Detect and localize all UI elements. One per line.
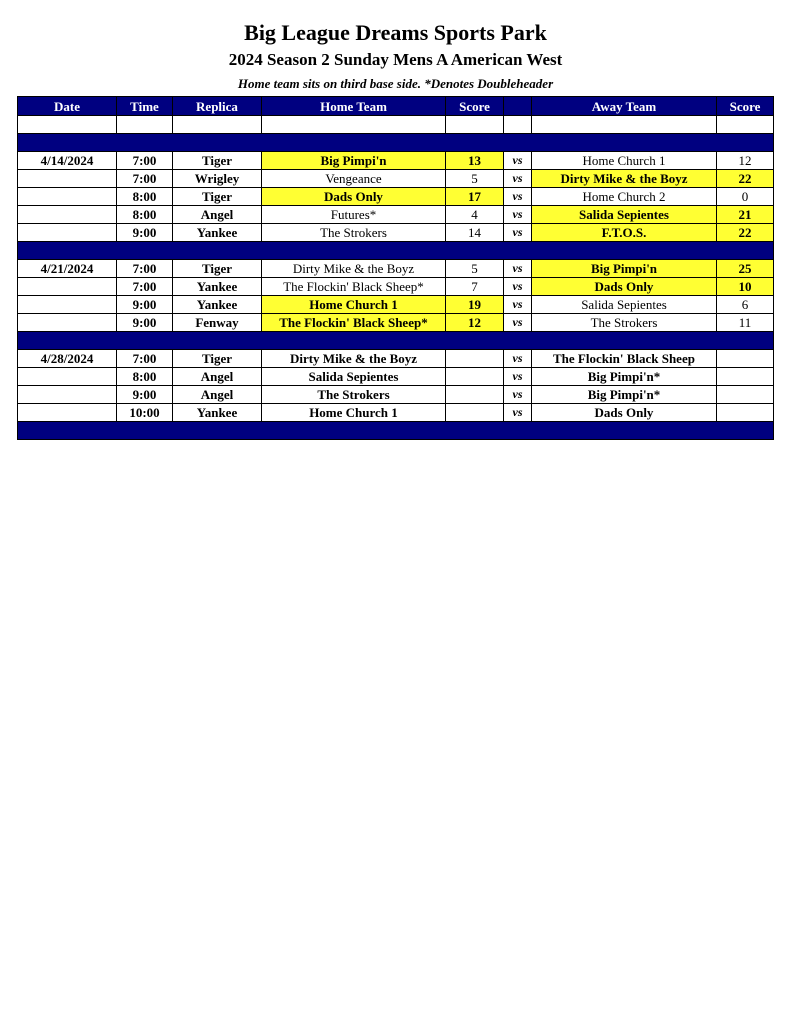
game-replica-field: Tiger bbox=[173, 260, 262, 278]
home-score: 14 bbox=[446, 224, 504, 242]
game-row bbox=[18, 404, 774, 422]
away-team: Dads Only bbox=[532, 278, 717, 296]
away-score: 22 bbox=[717, 170, 774, 188]
game-replica-field: Tiger bbox=[173, 350, 262, 368]
vs-label: vs bbox=[504, 404, 532, 422]
home-score: 19 bbox=[446, 296, 504, 314]
away-score: 25 bbox=[717, 260, 774, 278]
game-time: 8:00 bbox=[117, 368, 173, 386]
home-team: Home Church 1 bbox=[262, 296, 446, 314]
separator-bar bbox=[18, 134, 774, 152]
empty-cell bbox=[117, 116, 173, 134]
away-team: The Strokers bbox=[532, 314, 717, 332]
game-row bbox=[18, 224, 774, 242]
game-time: 7:00 bbox=[117, 170, 173, 188]
home-team: Dirty Mike & the Boyz bbox=[262, 350, 446, 368]
game-time: 7:00 bbox=[117, 350, 173, 368]
home-score: 12 bbox=[446, 314, 504, 332]
game-row bbox=[18, 296, 774, 314]
empty-cell bbox=[262, 116, 446, 134]
away-score: 22 bbox=[717, 224, 774, 242]
vs-label: vs bbox=[504, 278, 532, 296]
home-team: The Strokers bbox=[262, 224, 446, 242]
game-time: 7:00 bbox=[117, 278, 173, 296]
game-date bbox=[18, 278, 117, 296]
home-team: The Strokers bbox=[262, 386, 446, 404]
away-team: Home Church 2 bbox=[532, 188, 717, 206]
game-time: 9:00 bbox=[117, 314, 173, 332]
vs-label: vs bbox=[504, 368, 532, 386]
away-score bbox=[717, 350, 774, 368]
home-score bbox=[446, 350, 504, 368]
game-date bbox=[18, 296, 117, 314]
home-team: Dirty Mike & the Boyz bbox=[262, 260, 446, 278]
game-replica-field: Tiger bbox=[173, 188, 262, 206]
game-row bbox=[18, 152, 774, 170]
home-score: 4 bbox=[446, 206, 504, 224]
away-team: Dads Only bbox=[532, 404, 717, 422]
game-row bbox=[18, 206, 774, 224]
game-time: 7:00 bbox=[117, 260, 173, 278]
home-score: 17 bbox=[446, 188, 504, 206]
empty-cell bbox=[504, 116, 532, 134]
empty-cell bbox=[173, 116, 262, 134]
week-separator bbox=[18, 242, 774, 260]
game-date bbox=[18, 206, 117, 224]
page-subtitle: 2024 Season 2 Sunday Mens A American West bbox=[228, 50, 563, 69]
column-header-replica: Replica bbox=[173, 97, 262, 116]
week-separator bbox=[18, 134, 774, 152]
game-row bbox=[18, 170, 774, 188]
home-team: The Flockin' Black Sheep* bbox=[262, 314, 446, 332]
away-team: The Flockin' Black Sheep bbox=[532, 350, 717, 368]
game-date: 4/28/2024 bbox=[18, 350, 117, 368]
game-date bbox=[18, 368, 117, 386]
away-team: Big Pimpi'n bbox=[532, 260, 717, 278]
home-team: Vengeance bbox=[262, 170, 446, 188]
home-score: 13 bbox=[446, 152, 504, 170]
game-replica-field: Angel bbox=[173, 386, 262, 404]
away-team: Dirty Mike & the Boyz bbox=[532, 170, 717, 188]
vs-label: vs bbox=[504, 260, 532, 278]
away-score bbox=[717, 404, 774, 422]
empty-cell bbox=[446, 116, 504, 134]
home-score bbox=[446, 386, 504, 404]
schedule-table bbox=[17, 96, 774, 440]
game-time: 10:00 bbox=[117, 404, 173, 422]
home-team: Salida Sepientes bbox=[262, 368, 446, 386]
home-team: Futures* bbox=[262, 206, 446, 224]
away-score: 21 bbox=[717, 206, 774, 224]
game-time: 7:00 bbox=[117, 152, 173, 170]
home-score bbox=[446, 404, 504, 422]
home-score: 5 bbox=[446, 260, 504, 278]
column-header-away-score: Score bbox=[717, 97, 774, 116]
away-team: Big Pimpi'n* bbox=[532, 386, 717, 404]
game-row bbox=[18, 368, 774, 386]
away-team: Salida Sepientes bbox=[532, 296, 717, 314]
game-date: 4/21/2024 bbox=[18, 260, 117, 278]
away-score: 0 bbox=[717, 188, 774, 206]
home-score: 7 bbox=[446, 278, 504, 296]
away-team: F.T.O.S. bbox=[532, 224, 717, 242]
away-score: 10 bbox=[717, 278, 774, 296]
game-replica-field: Wrigley bbox=[173, 170, 262, 188]
game-date bbox=[18, 170, 117, 188]
game-date bbox=[18, 314, 117, 332]
game-time: 8:00 bbox=[117, 206, 173, 224]
blank-row bbox=[18, 116, 774, 134]
away-team: Home Church 1 bbox=[532, 152, 717, 170]
page-title: Big League Dreams Sports Park bbox=[244, 20, 547, 45]
game-time: 9:00 bbox=[117, 296, 173, 314]
home-score bbox=[446, 368, 504, 386]
game-replica-field: Yankee bbox=[173, 278, 262, 296]
page-note: Home team sits on third base side. *Denotes Doubleheader bbox=[237, 76, 554, 91]
vs-label: vs bbox=[504, 350, 532, 368]
away-team: Salida Sepientes bbox=[532, 206, 717, 224]
column-header-date: Date bbox=[18, 97, 117, 116]
game-row bbox=[18, 260, 774, 278]
game-date bbox=[18, 386, 117, 404]
vs-label: vs bbox=[504, 152, 532, 170]
game-replica-field: Yankee bbox=[173, 404, 262, 422]
game-date bbox=[18, 224, 117, 242]
game-row bbox=[18, 278, 774, 296]
game-replica-field: Yankee bbox=[173, 224, 262, 242]
game-replica-field: Fenway bbox=[173, 314, 262, 332]
empty-cell bbox=[18, 116, 117, 134]
header-row bbox=[18, 97, 774, 116]
home-team: Dads Only bbox=[262, 188, 446, 206]
empty-cell bbox=[717, 116, 774, 134]
game-date: 4/14/2024 bbox=[18, 152, 117, 170]
game-time: 8:00 bbox=[117, 188, 173, 206]
week-separator bbox=[18, 332, 774, 350]
separator-bar bbox=[18, 242, 774, 260]
game-date bbox=[18, 188, 117, 206]
vs-label: vs bbox=[504, 296, 532, 314]
home-team: The Flockin' Black Sheep* bbox=[262, 278, 446, 296]
vs-label: vs bbox=[504, 314, 532, 332]
game-row bbox=[18, 314, 774, 332]
away-score: 11 bbox=[717, 314, 774, 332]
separator-bar bbox=[18, 422, 774, 440]
game-time: 9:00 bbox=[117, 386, 173, 404]
vs-label: vs bbox=[504, 170, 532, 188]
game-replica-field: Angel bbox=[173, 368, 262, 386]
schedule-body bbox=[18, 116, 774, 440]
game-time: 9:00 bbox=[117, 224, 173, 242]
vs-label: vs bbox=[504, 188, 532, 206]
vs-label: vs bbox=[504, 224, 532, 242]
game-row bbox=[18, 386, 774, 404]
separator-bar bbox=[18, 332, 774, 350]
away-team: Big Pimpi'n* bbox=[532, 368, 717, 386]
game-replica-field: Yankee bbox=[173, 296, 262, 314]
away-score: 12 bbox=[717, 152, 774, 170]
away-score: 6 bbox=[717, 296, 774, 314]
empty-cell bbox=[532, 116, 717, 134]
game-row bbox=[18, 188, 774, 206]
column-header-home-team: Home Team bbox=[262, 97, 446, 116]
game-date bbox=[18, 404, 117, 422]
home-score: 5 bbox=[446, 170, 504, 188]
home-team: Big Pimpi'n bbox=[262, 152, 446, 170]
column-header-time: Time bbox=[117, 97, 173, 116]
column-header-away-team: Away Team bbox=[532, 97, 717, 116]
away-score bbox=[717, 386, 774, 404]
home-team: Home Church 1 bbox=[262, 404, 446, 422]
column-header-home-score: Score bbox=[446, 97, 504, 116]
week-separator bbox=[18, 422, 774, 440]
game-replica-field: Angel bbox=[173, 206, 262, 224]
vs-label: vs bbox=[504, 206, 532, 224]
column-header-vs bbox=[504, 97, 532, 116]
vs-label: vs bbox=[504, 386, 532, 404]
game-row bbox=[18, 350, 774, 368]
away-score bbox=[717, 368, 774, 386]
game-replica-field: Tiger bbox=[173, 152, 262, 170]
